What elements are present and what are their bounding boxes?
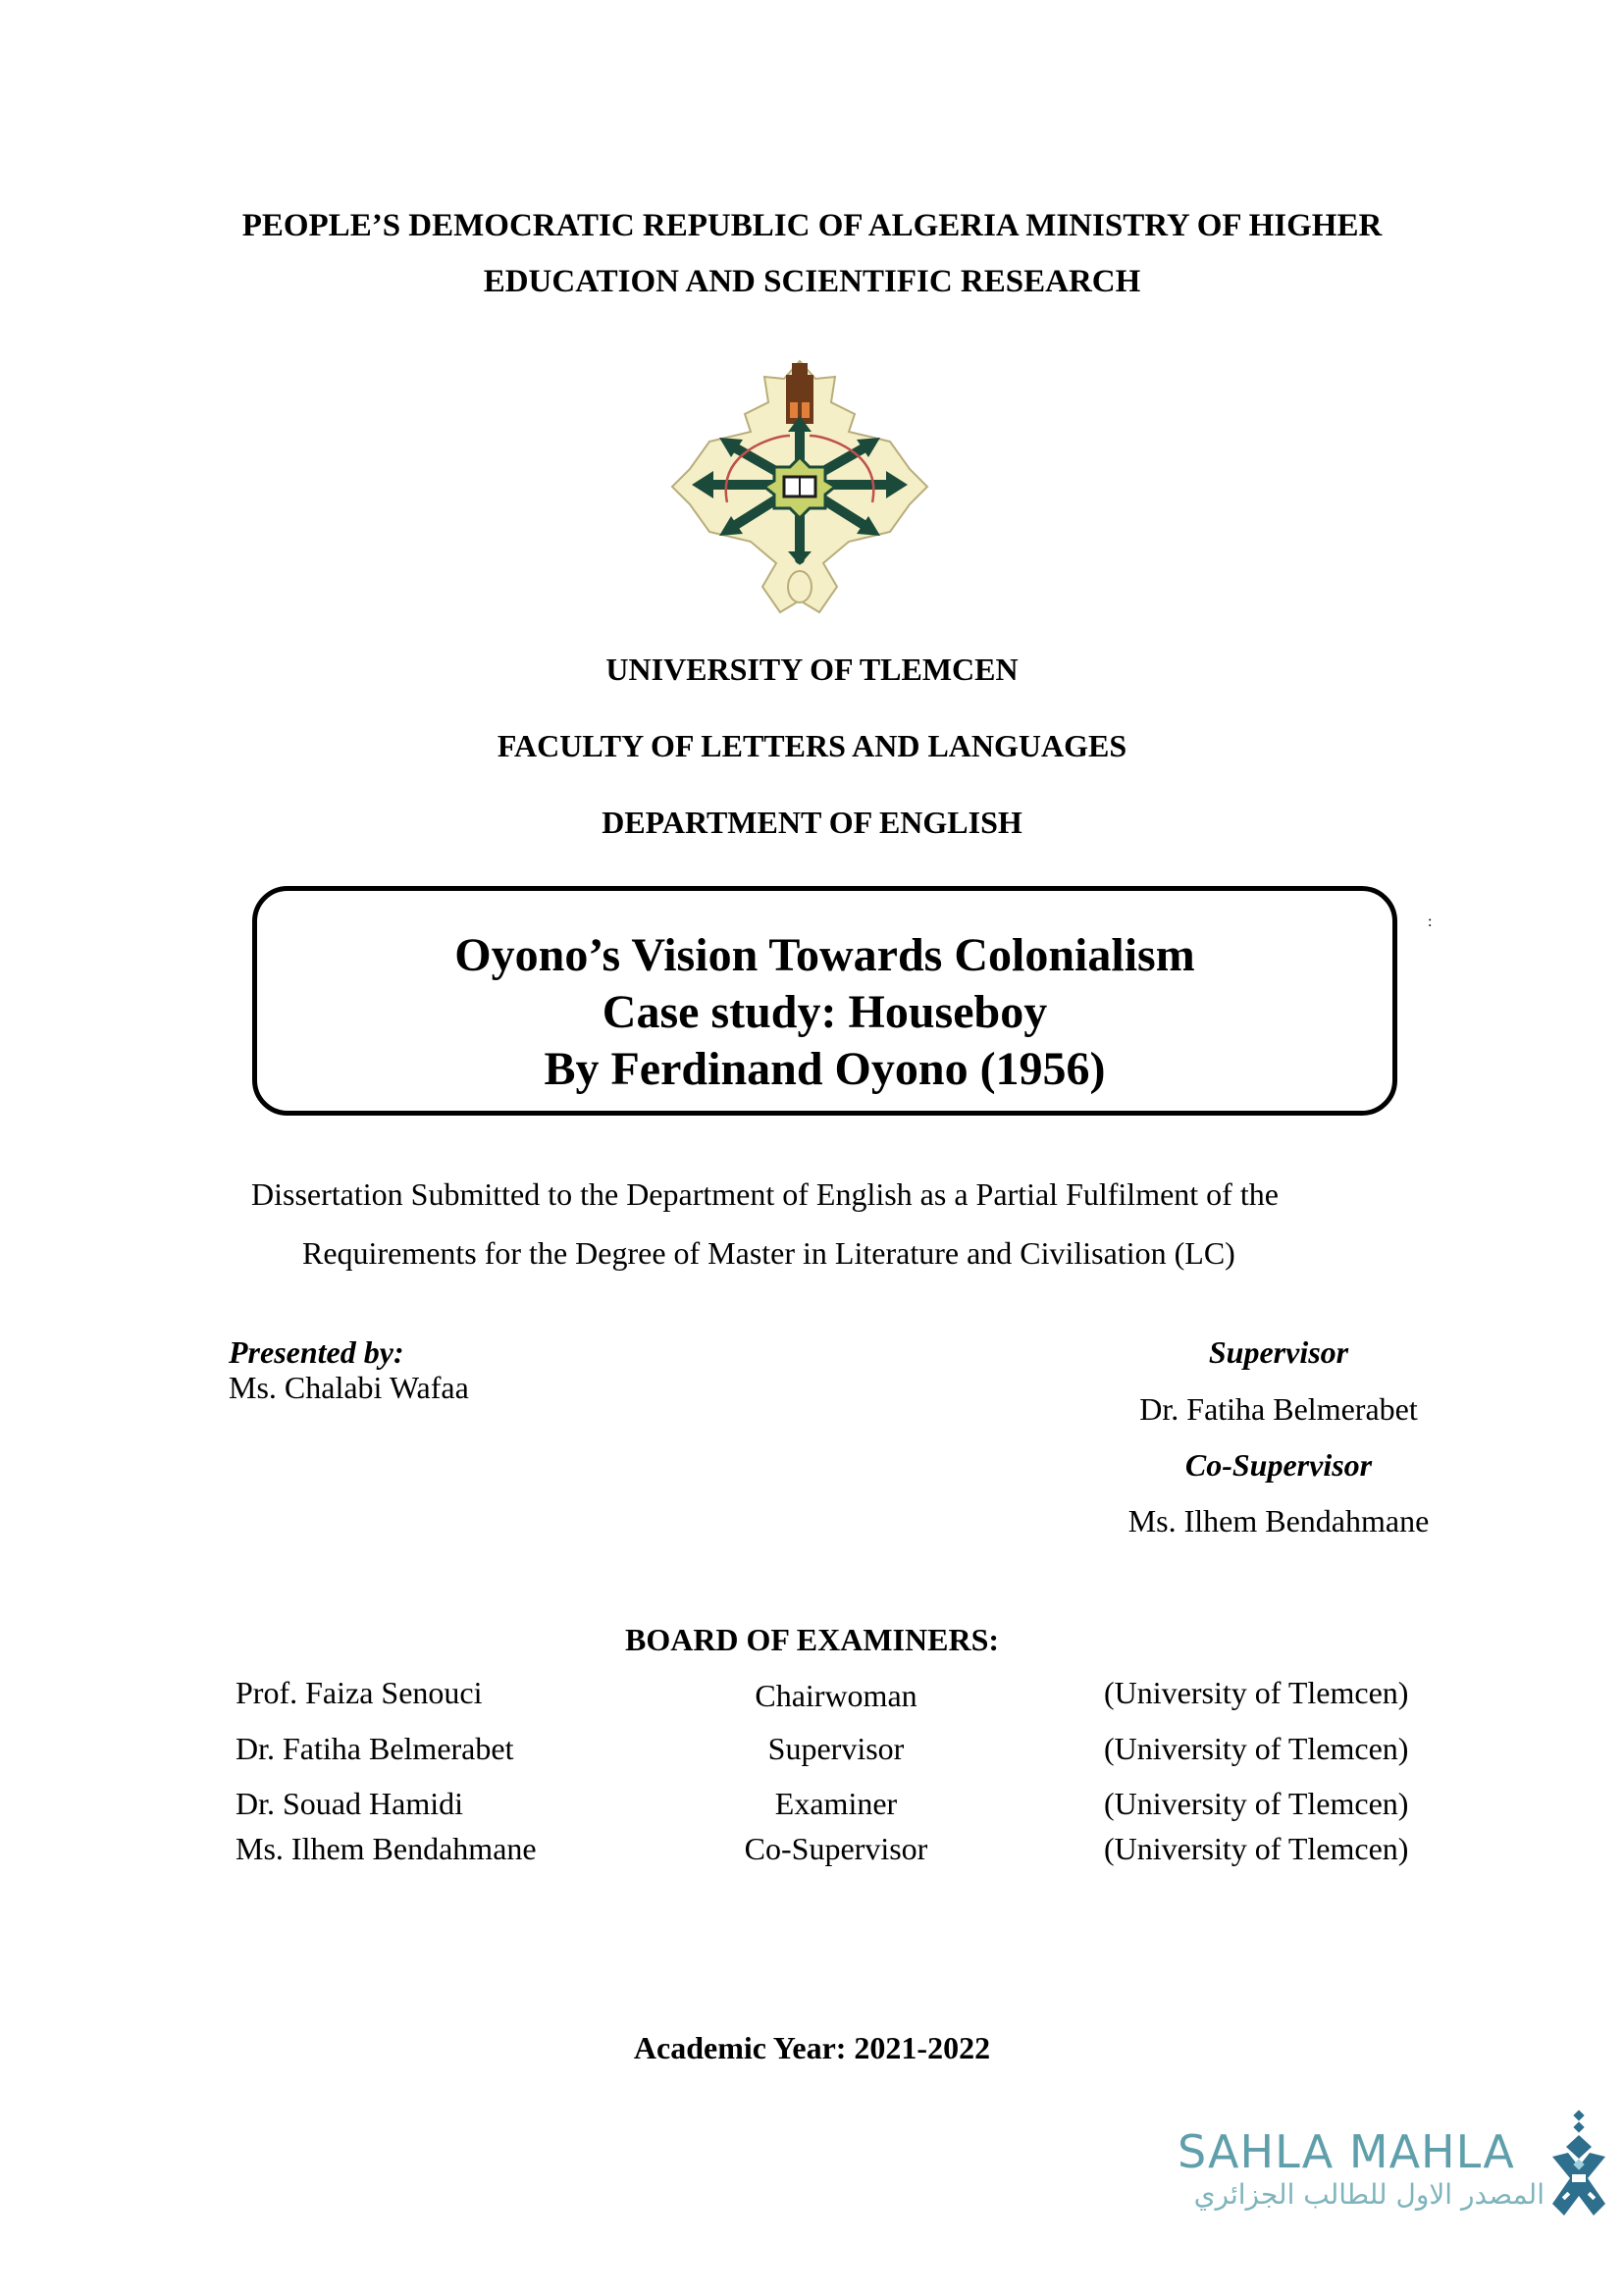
sahla-mahla-brand: SAHLA MAHLA bbox=[1178, 2125, 1515, 2178]
student-name: Ms. Chalabi Wafaa bbox=[229, 1370, 469, 1405]
examiner-institution: (University of Tlemcen) bbox=[1104, 1675, 1409, 1710]
supervisor-name: Dr. Fatiha Belmerabet bbox=[1139, 1391, 1418, 1427]
board-row bbox=[0, 1677, 1624, 1716]
sahla-mahla-watermark bbox=[1178, 2110, 1614, 2222]
board-row bbox=[0, 1788, 1624, 1827]
university-of-tlemcen-emblem-icon bbox=[662, 355, 937, 618]
sahla-mahla-tagline: المصدر الاول للطالب الجزائري bbox=[1193, 2178, 1545, 2211]
examiner-name: Ms. Ilhem Bendahmane bbox=[236, 1831, 537, 1866]
presented-by-label: Presented by: bbox=[229, 1334, 404, 1370]
examiner-role: Examiner bbox=[774, 1786, 898, 1821]
examiner-institution: (University of Tlemcen) bbox=[1104, 1786, 1409, 1821]
stray-colon-mark: : bbox=[1428, 913, 1433, 930]
examiner-role: Chairwoman bbox=[755, 1678, 917, 1713]
board-of-examiners-title: BOARD OF EXAMINERS: bbox=[624, 1622, 1000, 1657]
ministry-header-line-2: EDUCATION AND SCIENTIFIC RESEARCH bbox=[483, 264, 1141, 299]
examiner-name: Prof. Faiza Senouci bbox=[236, 1675, 483, 1710]
co-supervisor-label: Co-Supervisor bbox=[1184, 1447, 1373, 1483]
title-line-2: Case study: Houseboy bbox=[602, 986, 1048, 1038]
examiner-name: Dr. Fatiha Belmerabet bbox=[236, 1731, 514, 1766]
dissertation-title-box bbox=[252, 886, 1397, 1116]
submission-line-2: Requirements for the Degree of Master in Literature and Civilisation (LC) bbox=[302, 1235, 1235, 1271]
co-supervisor-name: Ms. Ilhem Bendahmane bbox=[1127, 1503, 1430, 1539]
examiner-role: Supervisor bbox=[767, 1731, 905, 1766]
examiner-role: Co-Supervisor bbox=[744, 1831, 928, 1866]
title-line-1: Oyono’s Vision Towards Colonialism bbox=[454, 929, 1195, 981]
supervisor-label: Supervisor bbox=[1208, 1334, 1349, 1370]
faculty-name: FACULTY OF LETTERS AND LANGUAGES bbox=[497, 728, 1127, 763]
university-name: UNIVERSITY OF TLEMCEN bbox=[605, 652, 1019, 687]
examiner-institution: (University of Tlemcen) bbox=[1104, 1831, 1409, 1866]
board-row bbox=[0, 1833, 1624, 1872]
academic-year: Academic Year: 2021-2022 bbox=[633, 2030, 991, 2065]
sahla-mahla-logo-icon bbox=[1548, 2110, 1609, 2219]
ministry-header-line-1: PEOPLE’S DEMOCRATIC REPUBLIC OF ALGERIA MINISTRY OF HIGHER bbox=[241, 208, 1383, 243]
examiner-name: Dr. Souad Hamidi bbox=[236, 1786, 463, 1821]
title-line-3: By Ferdinand Oyono (1956) bbox=[544, 1043, 1106, 1095]
examiner-institution: (University of Tlemcen) bbox=[1104, 1731, 1409, 1766]
submission-line-1: Dissertation Submitted to the Department of English as a Partial Fulfilment of the bbox=[251, 1176, 1279, 1212]
department-name: DEPARTMENT OF ENGLISH bbox=[602, 805, 1022, 840]
board-row bbox=[0, 1733, 1624, 1772]
